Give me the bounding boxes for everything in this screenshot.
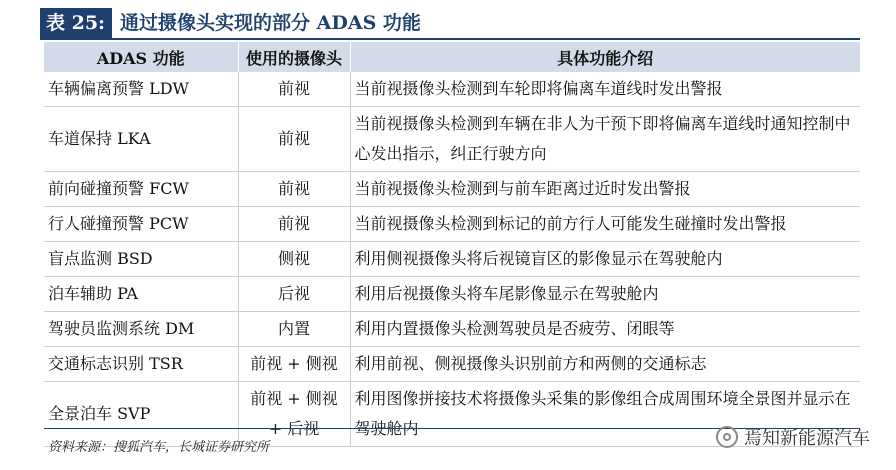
camera-cell: 前视 [238, 207, 350, 242]
feature-cell: 行人碰撞预警 PCW [44, 207, 238, 242]
table-row [44, 277, 860, 312]
description-cell: 利用内置摄像头检测驾驶员是否疲劳、闭眼等 [350, 312, 860, 347]
description-cell: 利用侧视摄像头将后视镜盲区的影像显示在驾驶舱内 [350, 242, 860, 277]
camera-cell: 前视 + 侧视 + 后视 [238, 382, 350, 447]
table-row [44, 312, 860, 347]
camera-cell: 前视 [238, 107, 350, 172]
feature-cell: 车辆偏离预警 LDW [44, 72, 238, 107]
source-note: 资料来源：搜狐汽车，长城证券研究所 [48, 440, 270, 455]
header-feature: ADAS 功能 [44, 42, 238, 72]
camera-cell: 内置 [238, 312, 350, 347]
feature-cell: 全景泊车 SVP [44, 382, 238, 447]
feature-cell: 前向碰撞预警 FCW [44, 172, 238, 207]
table-title: 通过摄像头实现的部分 ADAS 功能 [120, 12, 421, 34]
description-cell: 当前视摄像头检测到车轮即将偏离车道线时发出警报 [350, 72, 860, 107]
table-title-bar [40, 8, 860, 40]
camera-cell: 后视 [238, 277, 350, 312]
table-row [44, 207, 860, 242]
description-cell: 当前视摄像头检测到与前车距离过近时发出警报 [350, 172, 860, 207]
camera-cell: 前视 [238, 172, 350, 207]
description-cell: 利用后视摄像头将车尾影像显示在驾驶舱内 [350, 277, 860, 312]
header-description: 具体功能介绍 [350, 42, 860, 72]
table-row [44, 72, 860, 107]
feature-cell: 泊车辅助 PA [44, 277, 238, 312]
header-camera: 使用的摄像头 [238, 42, 350, 72]
description-cell: 当前视摄像头检测到标记的前方行人可能发生碰撞时发出警报 [350, 207, 860, 242]
description-cell: 当前视摄像头检测到车辆在非人为干预下即将偏离车道线时通知控制中心发出指示，纠正行驶方向 [350, 107, 860, 172]
table-header-row [44, 42, 860, 72]
camera-cell: 前视 + 侧视 [238, 347, 350, 382]
description-cell: 利用图像拼接技术将摄像头采集的影像组合成周围环境全景图并显示在驾驶舱内 [350, 382, 860, 447]
table-row [44, 107, 860, 172]
feature-cell: 车道保持 LKA [44, 107, 238, 172]
table-number: 表 25: [40, 8, 112, 38]
wechat-logo-icon [716, 426, 738, 448]
table-row [44, 172, 860, 207]
watermark [716, 424, 870, 450]
table-row [44, 347, 860, 382]
adas-table [44, 42, 860, 447]
camera-cell: 前视 [238, 72, 350, 107]
watermark-text: 焉知新能源汽车 [744, 428, 870, 449]
feature-cell: 驾驶员监测系统 DM [44, 312, 238, 347]
feature-cell: 盲点监测 BSD [44, 242, 238, 277]
table-row [44, 242, 860, 277]
description-cell: 利用前视、侧视摄像头识别前方和两侧的交通标志 [350, 347, 860, 382]
camera-cell: 侧视 [238, 242, 350, 277]
feature-cell: 交通标志识别 TSR [44, 347, 238, 382]
